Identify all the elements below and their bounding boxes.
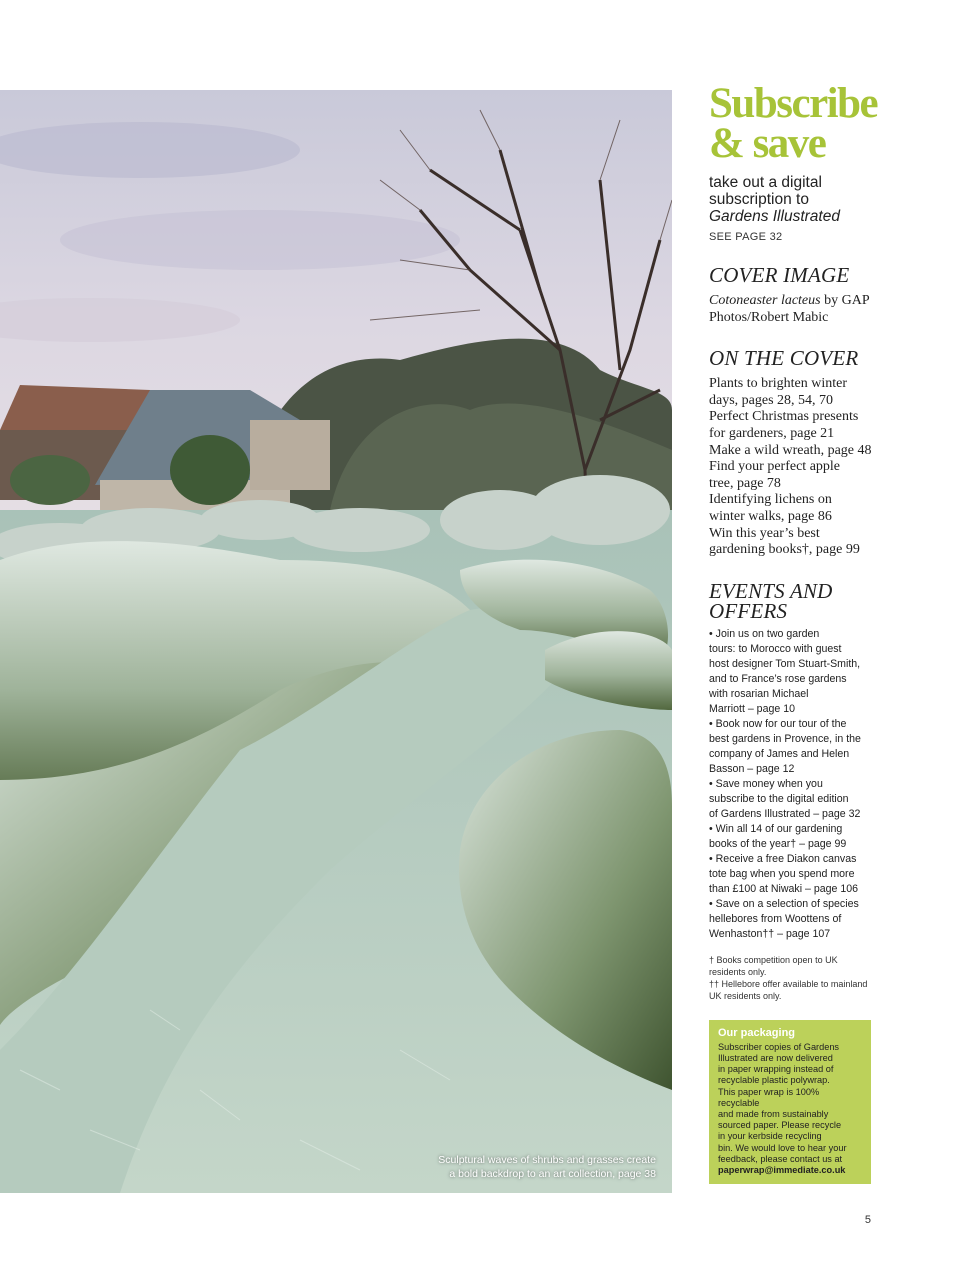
event-line: Wenhaston†† – page 107	[709, 927, 831, 940]
caption-line: Sculptural waves of shrubs and grasses create	[438, 1154, 656, 1166]
page-number: 5	[864, 1214, 871, 1226]
caption-line: a bold backdrop to an art collection, page 38	[449, 1168, 656, 1180]
cover-line: winter walks, page 86	[709, 508, 832, 524]
packaging-line: recyclable plastic polywrap.	[718, 1075, 830, 1086]
cover-line: Plants to brighten winter	[709, 376, 848, 392]
event-line: hellebores from Woottens of	[709, 912, 842, 925]
cover-line: Perfect Christmas presents	[709, 409, 859, 425]
cover-plant-name: Cotoneaster lacteus	[709, 293, 821, 308]
event-line: • Save on a selection of species	[709, 897, 859, 910]
footnote-line: UK residents only.	[709, 990, 782, 1001]
packaging-box	[709, 1020, 871, 1184]
cover-credit: by GAP	[820, 293, 870, 308]
cover-image-credit	[709, 293, 879, 326]
subscribe-text-line: take out a digital	[709, 174, 822, 191]
cover-line: Win this year’s best	[709, 525, 820, 541]
event-line: Basson – page 12	[709, 762, 795, 775]
on-the-cover-list	[709, 376, 879, 559]
event-line: • Book now for our tour of the	[709, 717, 847, 730]
packaging-line: sourced paper. Please recycle	[718, 1120, 842, 1131]
event-line: Marriott – page 10	[709, 702, 795, 715]
cover-line: days, pages 28, 54, 70	[709, 392, 834, 408]
cover-line: tree, page 78	[709, 475, 781, 491]
cover-line: gardening books†, page 99	[709, 542, 860, 558]
packaging-title: Our packaging	[718, 1026, 796, 1039]
garden-photo	[0, 90, 672, 1193]
event-line: and to France’s rose gardens	[709, 672, 847, 685]
cover-line: Make a wild wreath, page 48	[709, 442, 872, 458]
packaging-email-link[interactable]: paperwrap@immediate.co.uk	[718, 1164, 846, 1175]
event-line: company of James and Helen	[709, 747, 850, 760]
cover-line: Find your perfect apple	[709, 459, 841, 475]
packaging-line: in your kerbside recycling	[718, 1131, 822, 1142]
event-line: than £100 at Niwaki – page 106	[709, 882, 859, 895]
subscribe-title-line: & save	[709, 120, 826, 167]
cover-credit: Photos/Robert Mabic	[709, 309, 829, 325]
events-heading-line: OFFERS	[709, 598, 788, 623]
event-line: • Receive a free Diakon canvas	[709, 852, 857, 865]
packaging-line: in paper wrapping instead of	[718, 1064, 834, 1075]
subscribe-text	[709, 174, 879, 225]
photo-caption	[406, 1153, 656, 1181]
packaging-line: and made from sustainably	[718, 1108, 829, 1119]
event-line: subscribe to the digital edition	[709, 792, 849, 805]
packaging-line: Illustrated are now delivered	[718, 1052, 833, 1063]
packaging-line: bin. We would love to hear your	[718, 1142, 847, 1153]
event-line: • Save money when you	[709, 777, 823, 790]
packaging-line: This paper wrap is 100% recyclable	[718, 1086, 820, 1108]
events-heading	[709, 578, 879, 623]
event-line: • Join us on two garden	[709, 627, 820, 640]
subscribe-title[interactable]	[709, 80, 879, 167]
packaging-line: feedback, please contact us at	[718, 1153, 843, 1164]
event-line: with rosarian Michael	[709, 687, 809, 700]
see-page-link[interactable]: SEE PAGE 32	[709, 231, 783, 243]
events-heading-line: EVENTS AND	[709, 578, 833, 603]
footnotes	[709, 954, 879, 1002]
footnote-line: residents only.	[709, 966, 767, 977]
cover-line: for gardeners, page 21	[709, 425, 835, 441]
event-line: books of the year† – page 99	[709, 837, 847, 850]
events-list	[709, 627, 879, 942]
magazine-name: Gardens Illustrated	[709, 208, 840, 225]
on-the-cover-heading: ON THE COVER	[709, 346, 859, 371]
event-line: best gardens in Provence, in the	[709, 732, 861, 745]
cover-line: Identifying lichens on	[709, 492, 832, 508]
footnote-line: † Books competition open to UK	[709, 954, 838, 965]
event-line: host designer Tom Stuart-Smith,	[709, 657, 861, 670]
frosted-garden-illustration	[0, 90, 672, 1193]
subscribe-text-line: subscription to	[709, 191, 809, 208]
event-line: tours: to Morocco with guest	[709, 642, 842, 655]
event-line: of Gardens Illustrated – page 32	[709, 807, 861, 820]
cover-image-heading: COVER IMAGE	[709, 263, 850, 287]
event-line: • Win all 14 of our gardening	[709, 822, 843, 835]
footnote-line: †† Hellebore offer available to mainland	[709, 978, 868, 989]
packaging-line: Subscriber copies of Gardens	[718, 1041, 840, 1052]
event-line: tote bag when you spend more	[709, 867, 855, 880]
contents-sidebar	[709, 80, 879, 1184]
subscribe-title-line: Subscribe	[709, 80, 878, 127]
